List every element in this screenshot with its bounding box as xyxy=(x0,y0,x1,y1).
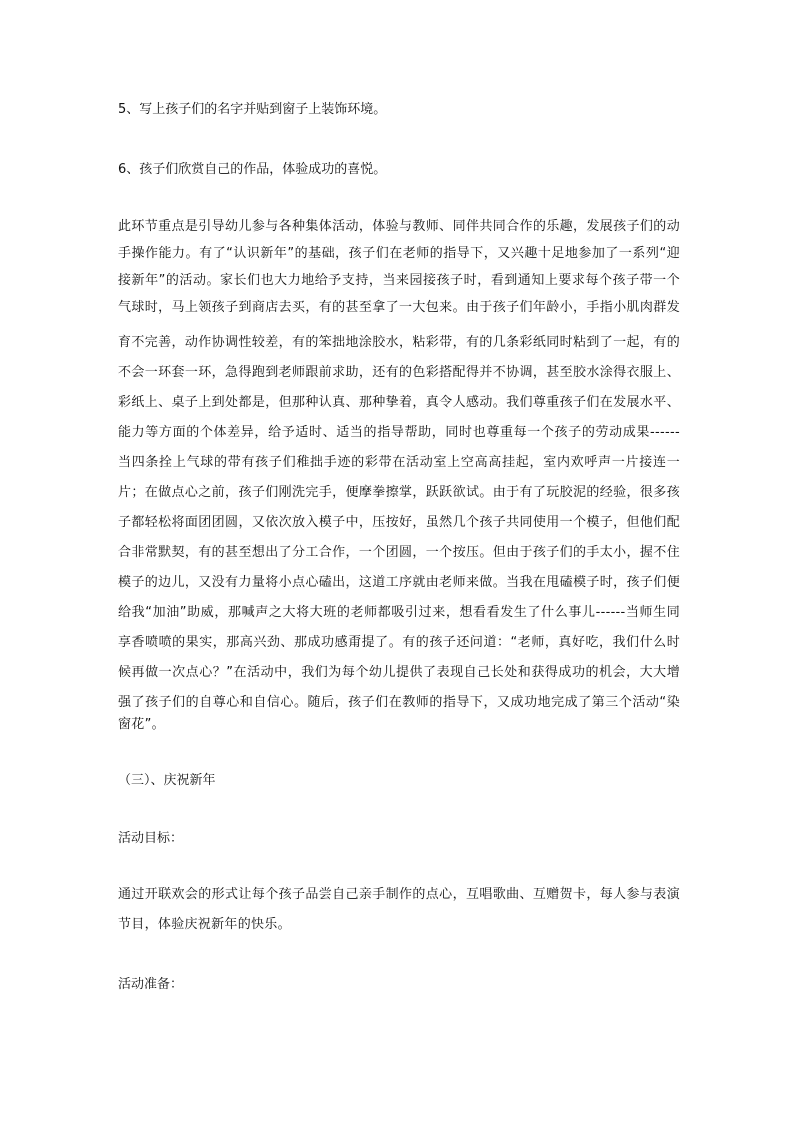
goal-text-line: 节目，体验庆祝新年的快乐。 xyxy=(118,917,291,932)
paragraph-line: 窗花”。 xyxy=(118,717,165,732)
paragraph-line: 不会一环套一环，急得跑到老师跟前求助，还有的色彩搭配得并不协调，甚至胶水涂得衣服上、 xyxy=(118,365,680,380)
paragraph-line: 彩纸上、桌子上到处都是，但那种认真、那种挚着，真令人感动。我们尊重孩子们在发展水平、 xyxy=(118,395,680,410)
paragraph-line: 手操作能力。有了“认识新年”的基础，孩子们在老师的指导下，又兴趣十足地参加了一系列“迎 xyxy=(118,246,680,261)
prep-label: 活动准备： xyxy=(118,977,184,992)
paragraph-line: 子都轻松将面团团圆，又依次放入模子中，压按好，虽然几个孩子共同使用一个模子，但他们配 xyxy=(118,515,680,530)
paragraph-line: 片；在做点心之前，孩子们刚洗完手，便摩拳擦掌，跃跃欲试。由于有了玩胶泥的经验，很多孩 xyxy=(118,485,680,500)
paragraph-line: 当四条拴上气球的带有孩子们稚拙手迹的彩带在活动室上空高高挂起，室内欢呼声一片接连一 xyxy=(118,455,680,470)
goal-text-line: 通过开联欢会的形式让每个孩子品尝自己亲手制作的点心，互唱歌曲、互赠贺卡，每人参与表演 xyxy=(118,887,680,902)
list-item-6: 6、孩子们欣赏自己的作品，体验成功的喜悦。 xyxy=(118,162,387,177)
paragraph-line: 强了孩子们的自尊心和自信心。随后，孩子们在教师的指导下，又成功地完成了第三个活动“染 xyxy=(118,695,680,710)
paragraph-line: 气球时，马上领孩子到商店去买，有的甚至拿了一大包来。由于孩子们年龄小，手指小肌肉群发 xyxy=(118,300,680,315)
paragraph-line: 模子的边儿，又没有力量将小点心磕出，这道工序就由老师来做。当我在甩磕模子时，孩子们便 xyxy=(118,575,680,590)
paragraph-line: 合非常默契，有的甚至想出了分工合作，一个团圆，一个按压。但由于孩子们的手太小，握不住 xyxy=(118,545,680,560)
section-heading: （三）、庆祝新年 xyxy=(118,773,216,788)
paragraph-line: 育不完善，动作协调性较差，有的笨拙地涂胶水，粘彩带，有的几条彩纸同时粘到了一起，有的 xyxy=(118,335,680,350)
paragraph-line: 候再做一次点心？”在活动中，我们为每个幼儿提供了表现自己长处和获得成功的机会，大大增 xyxy=(118,665,680,680)
paragraph-line: 此环节重点是引导幼儿参与各种集体活动，体验与教师、同伴共同合作的乐趣，发展孩子们的动 xyxy=(118,219,680,234)
paragraph-line: 享香喷喷的果实，那高兴劲、那成功感甭提了。有的孩子还问道：“老师，真好吃，我们什么时 xyxy=(118,635,680,650)
goal-label: 活动目标： xyxy=(118,831,184,846)
list-item-5: 5、写上孩子们的名字并贴到窗子上装饰环境。 xyxy=(118,102,387,117)
paragraph-line: 接新年”的活动。家长们也大力地给予支持，当来园接孩子时，看到通知上要求每个孩子带一个 xyxy=(118,273,680,288)
paragraph-line: 能力等方面的个体差异，给予适时、适当的指导帮助，同时也尊重每一个孩子的劳动成果------ xyxy=(118,425,680,440)
paragraph-line: 给我“加油”助威，那喊声之大将大班的老师都吸引过来，想看看发生了什么事儿------当师生同 xyxy=(118,605,680,620)
